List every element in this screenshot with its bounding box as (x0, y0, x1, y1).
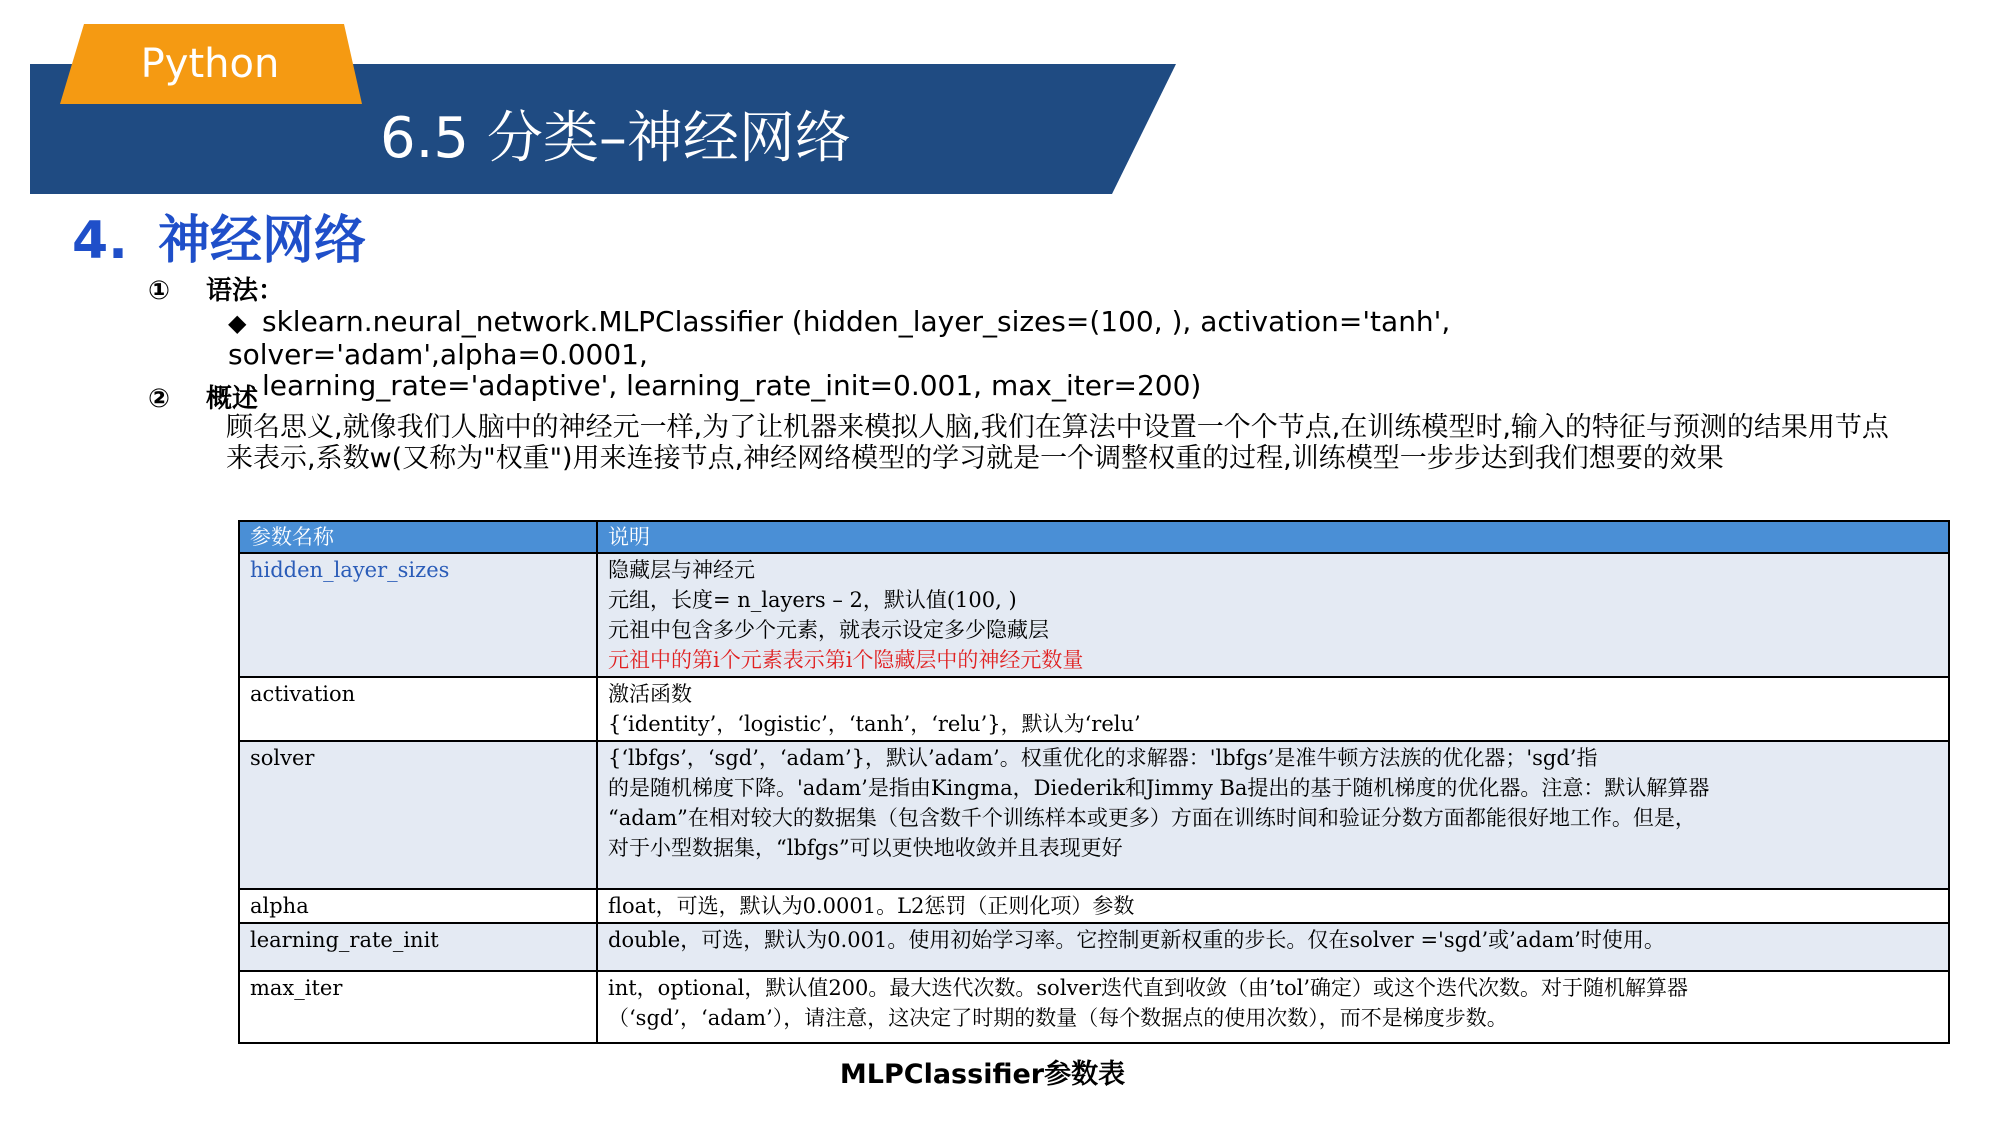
table-row (239, 889, 1949, 923)
desc-line: 隐藏层与神经元 (608, 558, 755, 582)
table-row (239, 923, 1949, 971)
desc-line: int，optional，默认值200。最大迭代次数。solver迭代直到收敛（由’tol’确定）或这个迭代次数。对于随机解算器 (608, 976, 1689, 1000)
overview-line-1: 顾名思义,就像我们人脑中的神经元一样,为了让机器来模拟人脑,我们在算法中设置一个个节点,在训练模型时,输入的特征与预测的结果用节点 (226, 412, 1889, 443)
param-name-cell: activation (239, 677, 597, 741)
syntax-marker: ① (148, 276, 171, 306)
desc-line: 的是随机梯度下降。'adam’是指由Kingma，Diederik和Jimmy Ba提出的基于随机梯度的优化器。注意：默认解算器 (608, 776, 1710, 800)
table-header-row (239, 521, 1949, 553)
diamond-bullet-icon: ◆ (228, 309, 247, 337)
param-desc-cell (597, 971, 1949, 1043)
param-name-cell: alpha (239, 889, 597, 923)
param-name-cell: learning_rate_init (239, 923, 597, 971)
desc-line: 元组，长度= n_layers – 2，默认值(100, ) (608, 588, 1017, 612)
table-row (239, 553, 1949, 677)
desc-line: double，可选，默认为0.001。使用初始学习率。它控制更新权重的步长。仅在solver ='sgd’或’adam’时使用。 (608, 928, 1665, 952)
overview-line-2: 来表示,系数w(又称为"权重")用来连接节点,神经网络模型的学习就是一个调整权重的过程,训练模型一步步达到我们想要的效果 (226, 443, 1724, 474)
table-row (239, 741, 1949, 889)
header-description: 说明 (597, 521, 1949, 553)
table-caption: MLPClassifier参数表 (839, 1059, 1126, 1090)
syntax-heading (148, 270, 284, 307)
overview-marker: ② (148, 384, 171, 414)
syntax-line-1: sklearn.neural_network.MLPClassifier (hidden_layer_sizes=(100, ), activation='tanh', solver='adam',alpha=0.0001, (228, 305, 1451, 371)
section-number: 4. (72, 211, 128, 271)
desc-line: （‘sgd’，‘adam’），请注意，这决定了时期的数量（每个数据点的使用次数），而不是梯度步数。 (608, 1006, 1508, 1030)
parameter-table (238, 520, 1950, 1044)
param-desc-cell (597, 741, 1949, 889)
param-desc-cell (597, 923, 1949, 971)
python-tag: Python (140, 41, 280, 87)
overview-heading (148, 378, 258, 415)
param-desc-cell (597, 677, 1949, 741)
syntax-line-2: learning_rate='adaptive', learning_rate_init=0.001, max_iter=200) (262, 369, 1202, 402)
param-desc-cell (597, 553, 1949, 677)
table-row (239, 677, 1949, 741)
desc-line: 对于小型数据集，“lbfgs”可以更快地收敛并且表现更好 (608, 836, 1123, 860)
overview-heading-label: 概述 (206, 384, 259, 414)
param-name-cell: max_iter (239, 971, 597, 1043)
desc-line: 激活函数 (608, 682, 692, 706)
desc-line: {‘identity’，‘logistic’，‘tanh’，‘relu’}，默认为‘relu’ (608, 712, 1141, 736)
syntax-code (228, 306, 1788, 401)
table-row (239, 971, 1949, 1043)
syntax-heading-label: 语法： (206, 276, 285, 306)
desc-line: {‘lbfgs’，‘sgd’，‘adam’}，默认’adam’。权重优化的求解器：'lbfgs’是准牛顿方法族的优化器；'sgd’指 (608, 746, 1598, 770)
desc-line: “adam”在相对较大的数据集（包含数千个训练样本或更多）方面在训练时间和验证分数方面都能很好地工作。但是， (608, 806, 1696, 830)
desc-line: 元祖中包含多少个元素，就表示设定多少隐藏层 (608, 618, 1049, 642)
overview-paragraph (226, 412, 1936, 474)
section-heading (72, 198, 366, 273)
desc-line-highlight: 元祖中的第i个元素表示第i个隐藏层中的神经元数量 (608, 648, 1084, 672)
section-title: 神经网络 (158, 211, 367, 271)
slide-title: 6.5 分类–神经网络 (380, 106, 851, 171)
desc-line: float，可选，默认为0.0001。L2惩罚（正则化项）参数 (608, 894, 1135, 918)
header-param-name: 参数名称 (239, 521, 597, 553)
param-name-cell: solver (239, 741, 597, 889)
param-desc-cell (597, 889, 1949, 923)
param-name-cell: hidden_layer_sizes (239, 553, 597, 677)
